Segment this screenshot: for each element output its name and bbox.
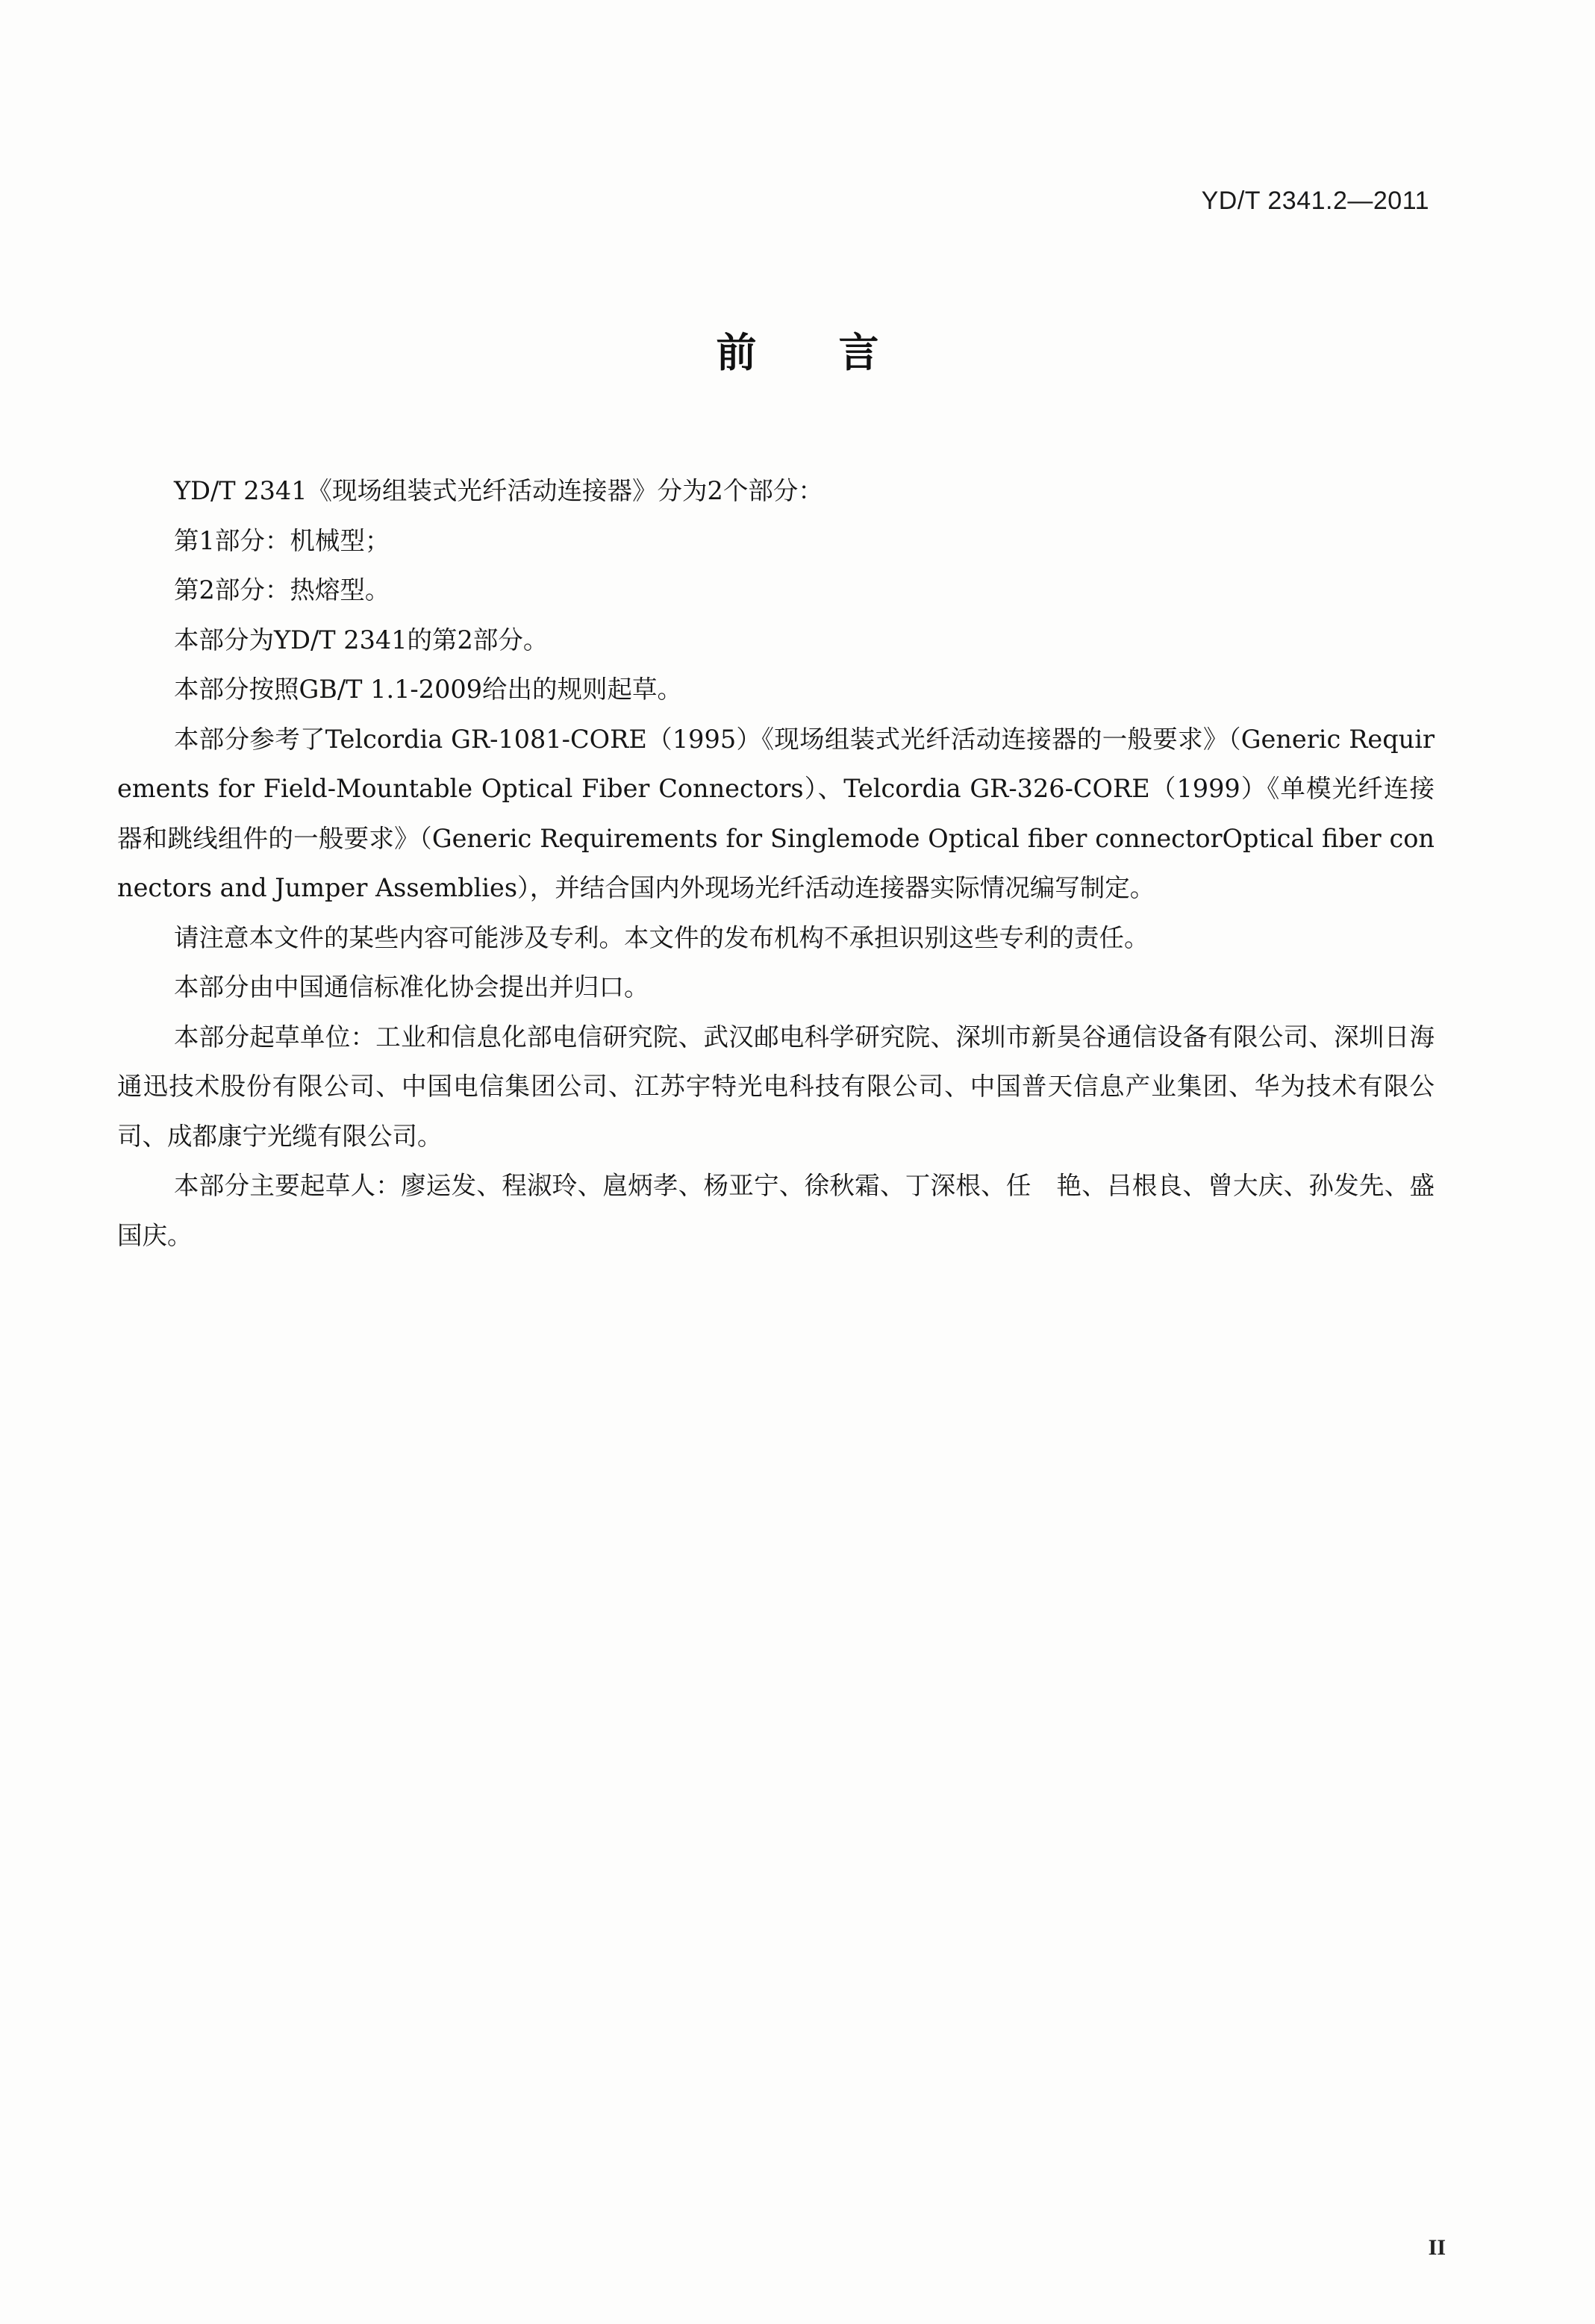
paragraph-drafting-units: 本部分起草单位：工业和信息化部电信研究院、武汉邮电科学研究院、深圳市新昊谷通信设备有限公司、深圳日海通迅技术股份有限公司、中国电信集团公司、江苏宇特光电科技有限公司、中国普天信息产业集团、华为技术有限公司、成都康宁光缆有限公司。 (117, 1022, 1435, 1151)
paragraph-part-1: 第1部分：机械型； (174, 525, 390, 555)
page-number: II (1428, 2235, 1446, 2260)
paragraph-parts-overview: YD/T 2341《现场组装式光纤活动连接器》分为2个部分： (174, 476, 823, 505)
title-char-1: 前 (716, 329, 757, 376)
paragraph-patent-notice: 请注意本文件的某些内容可能涉及专利。本文件的发布机构不承担识别这些专利的责任。 (174, 922, 1149, 952)
paragraph-main-drafters: 本部分主要起草人：廖运发、程淑玲、扈炳孝、杨亚宁、徐秋霜、丁深根、任 艳、吕根良、曾大庆、孙发先、盛国庆。 (117, 1171, 1435, 1250)
standard-code-header: YD/T 2341.2—2011 (1201, 187, 1429, 215)
paragraph-references: 本部分参考了Telcordia GR-1081-CORE（1995）《现场组装式光纤活动连接器的一般要求》（Generic Requirements for Field-Mountable Optical Fiber Connectors）、Telcordia GR-326-CORE（1999）《单模光纤连接器和跳线组件的一般要求》（Generic Requirements for Singlemode Optical fiber connectorOptical fiber connectors and Jumper Assemblies），并结合国内外现场光纤活动连接器实际情况编写制定。 (117, 724, 1435, 902)
paragraph-proposed-by: 本部分由中国通信标准化协会提出并归口。 (174, 972, 649, 1002)
paragraph-this-part: 本部分为YD/T 2341的第2部分。 (174, 625, 549, 655)
foreword-body (117, 466, 1435, 1261)
title-char-2: 言 (838, 329, 879, 376)
section-title-foreword (0, 321, 1595, 378)
paragraph-drafting-rules: 本部分按照GB/T 1.1-2009给出的规则起草。 (174, 675, 683, 704)
paragraph-part-2: 第2部分：热熔型。 (174, 575, 390, 605)
